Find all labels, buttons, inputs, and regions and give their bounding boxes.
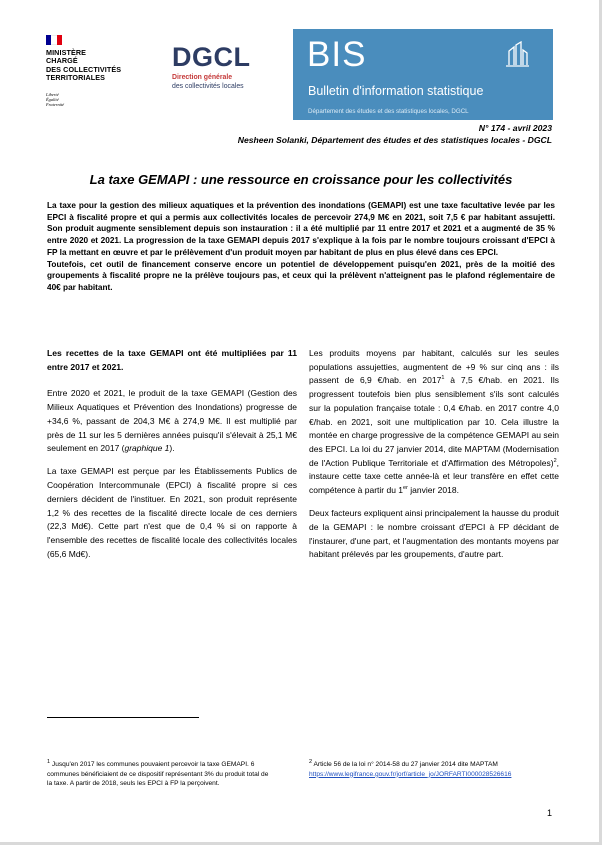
author-line: Nesheen Solanki, Département des études et des statistiques locales - DGCL — [237, 135, 552, 145]
body-paragraph — [309, 347, 559, 498]
legifrance-link[interactable]: https://www.legifrance.gouv.fr/jorf/article_jo/JORFARTI000028526616 — [309, 770, 512, 778]
document-title: La taxe GEMAPI : une ressource en croissance pour les collectivités — [89, 172, 513, 187]
page-number: 1 — [546, 808, 552, 818]
abstract-paragraph: La taxe pour la gestion des milieux aquatiques et la prévention des inondations (GEMAPI) est une taxe facultative levée par les EPCI à fiscalité propre et qui a permis aux collectivités locales de percevoir 274,9 M€ en 2021, soit 7,5 € par habitant assujetti. Son produit augmente sensiblement depuis son instauration : il a été multiplié par 11 entre 2017 et 2021 et a augmenté de 35 % entre 2020 et 2021. La progression de la taxe GEMAPI depuis 2017 s'explique à la fois par le nombre toujours croissant d'EPCI à FP la mettant en œuvre et par le prélèvement d'un produit moyen par habitant de plus en plus élevé dans ces EPCI. — [47, 201, 555, 257]
bis-title: Bulletin d'information statistique — [308, 84, 484, 98]
ministry-line: DES COLLECTIVITÉS — [46, 64, 122, 74]
republic-motto — [46, 92, 64, 108]
abstract-paragraph: Toutefois, cet outil de financement conserve encore un potentiel de développement puisqu'en 2021, près de la moitié des groupements à fiscalité propre ne la prélève toujours pas, et ceux qui la prélèvent n'atteignent pas le plafond réglementaire de 40€ par habitant. — [47, 259, 555, 292]
dgcl-subtitle-line1: Direction générale — [172, 74, 233, 81]
footnote-marker: 1 — [47, 758, 51, 765]
motto-line: Égalité — [46, 97, 59, 103]
motto-line: Fraternité — [46, 102, 65, 108]
text-run: ). — [169, 443, 175, 454]
building-emblem-icon — [503, 41, 531, 71]
footnote-marker: 2 — [553, 457, 557, 464]
body-paragraph — [47, 387, 297, 456]
text-run: janvier 2018. — [407, 485, 459, 496]
body-paragraph: La taxe GEMAPI est perçue par les Établissements Publics de Coopération Intercommunale (EPCI) à fiscalité propre si ces derniers décident de l'instituer. En 2021, son produit représente 1,2 % des recettes de la fiscalité directe locale de ces derniers (22,3 Md€). Cette part n'est que de 0,4 % si on rapporte à l'ensemble des recettes de fiscalité locale des collectivités locales (65,6 Md€). — [47, 466, 297, 559]
bis-banner — [293, 29, 553, 120]
ministry-name — [46, 49, 121, 82]
text-run: à 7,5 €/hab. en 2021. Ils progressent toutefois bien plus sensiblement s'ils sont calculés sur la population française totale : 0,4 €/hab. en 2017 contre 4,0 €/hab. en 2021, soit une multiplication par 10. Cela illustre la montée en charge progressive de la compétence GEMAPI au sein des EPCI. La loi du 27 janvier 2014, dite MAPTAM (Modernisation de l'Action Publique Territoriale et d'Affirmation des Métropoles) — [309, 375, 559, 468]
dgcl-subtitle-line2: des collectivités locales — [172, 83, 244, 90]
ministry-line: TERRITORIALES — [46, 72, 106, 82]
bis-subtitle: Département des études et des statistiques locales, DGCL — [308, 108, 469, 115]
text-run: , instaure cette taxe cette année-là et leur transfère en effet cette compétence à partir du 1 — [309, 457, 559, 496]
footnote-marker: 1 — [441, 375, 445, 382]
footnote-1 — [47, 760, 275, 789]
dgcl-logo: DGCL — [172, 42, 251, 72]
ministry-line: MINISTÈRE — [46, 48, 87, 57]
ordinal-superscript: er — [403, 485, 408, 492]
right-column — [309, 347, 559, 572]
footnote-text: Article 56 de la loi n° 2014-58 du 27 janvier 2014 dite MAPTAM — [312, 761, 498, 768]
footnote-2 — [309, 760, 537, 779]
left-column — [47, 347, 297, 571]
chart-reference: graphique 1 — [124, 443, 170, 454]
french-flag-icon — [46, 35, 62, 45]
motto-line: Liberté — [46, 92, 59, 97]
body-paragraph: Deux facteurs expliquent ainsi principalement la hausse du produit de la GEMAPI : le nombre croissant d'EPCI à FP décidant de l'instaurer, d'une part, et l'augmentation des montants moyens par habitant prélevés par les groupements, d'autre part. — [309, 508, 559, 560]
text-run: Entre 2020 et 2021, le produit de la taxe GEMAPI (Gestion des Milieux Aquatiques et Prévention des Inondations) progresse de +34,6 %, passant de 204,3 M€ à 274,9 M€. Il est multiplié par près de 11 sur les 5 dernières années puisqu'il s'élevait à 25,1 M€ seulement en 2017 ( — [47, 388, 297, 454]
bis-logo: BIS — [307, 35, 367, 74]
footnote-divider — [47, 717, 199, 718]
abstract — [47, 200, 555, 294]
text-run: Les produits moyens par habitant, calculés sur les seules populations assujetties, augmentent de +9 % sur cinq ans : ils passent de 6,9 €/hab. en 2017 — [309, 348, 559, 386]
ministry-line: CHARGÉ — [46, 56, 78, 66]
section-heading: Les recettes de la taxe GEMAPI ont été multipliées par 11 entre 2017 et 2021. — [47, 348, 297, 372]
footnote-text: Jusqu'en 2017 les communes pouvaient percevoir la taxe GEMAPI. 6 communes bénéficiaient de ce dispositif représentant 3% du produit total de la taxe. A partir de 2018, seuls les EPCI à FP la perçoivent. — [47, 761, 269, 788]
footnote-marker: 2 — [309, 758, 313, 765]
issue-number: N° 174 - avril 2023 — [478, 123, 552, 133]
